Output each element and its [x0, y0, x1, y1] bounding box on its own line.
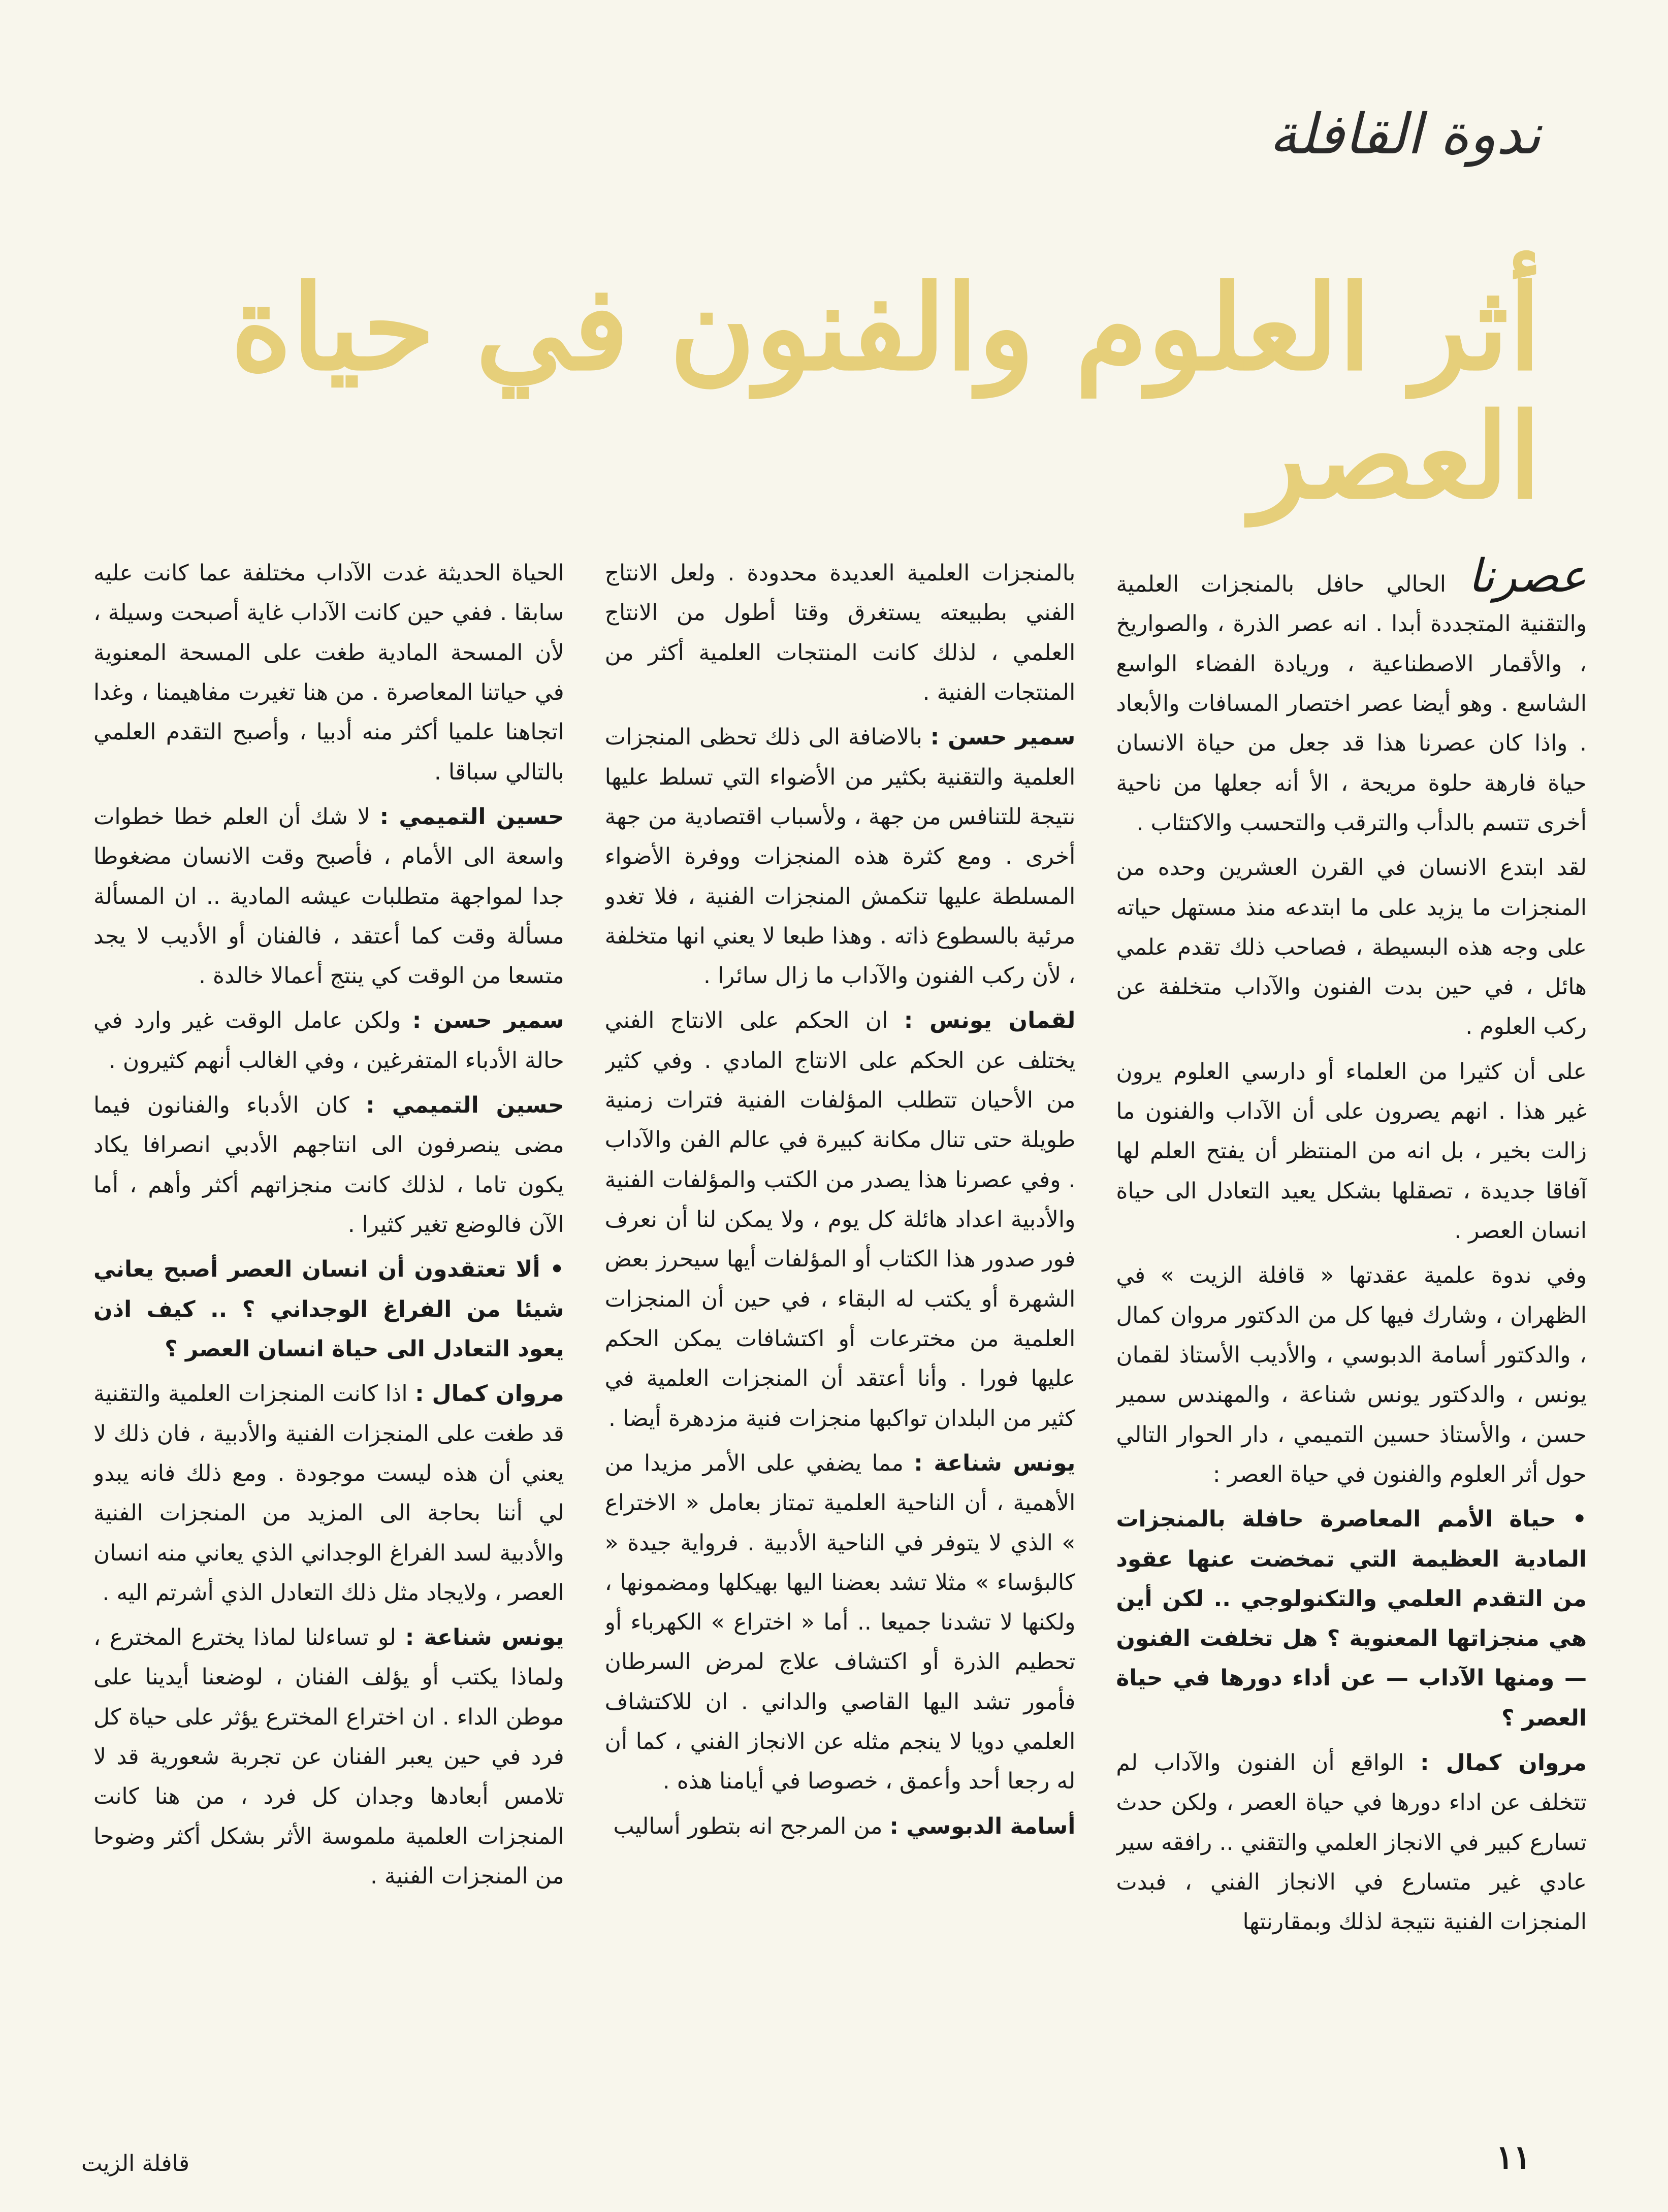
paragraph: الحياة الحديثة غدت الآداب مختلفة عما كانت عليه سابقا . ففي حين كانت الآداب غاية أصبحت وسيلة ، لأن المسحة المادية طغت على المسحة المعنوية في حياتنا المعاصرة . من هنا تغيرت مفاهيمنا ، وغدا اتجاهنا علميا أكثر منه أدبيا ، وأصبح التقدم العلمي بالتالي سباقا .: [93, 560, 564, 785]
speaker-text: ولكن عامل الوقت غير وارد في حالة الأدباء المتفرغين ، وفي الغالب أنهم كثيرون .: [93, 1007, 564, 1074]
speaker-paragraph: [93, 1086, 564, 1245]
speaker-text: الواقع أن الفنون والآداب لم تتخلف عن اداء دورها في حياة العصر ، ولكن حدث تسارع كبير في الانجاز العلمي والتقني .. رافقه سير عادي غير متسارع في الانجاز الفني ، فبدت المنجزات الفنية نتيجة لذلك وبمقارنتها: [1116, 1750, 1587, 1935]
column-left: [93, 554, 564, 2107]
speaker-text: لا شك أن العلم خطا خطوات واسعة الى الأمام ، فأصبح وقت الانسان مضغوطا جدا لمواجهة متطلبات عيشه المادية .. ان المسألة مسألة وقت كما أعتقد ، فالفنان أو الأديب لا يجد متسعا من الوقت كي ينتج أعمالا خالدة .: [93, 803, 564, 989]
section-header: ندوة القافلة: [1269, 102, 1541, 167]
speaker-name: مروان كمال :: [1420, 1750, 1587, 1776]
speaker-text: ان الحكم على الانتاج الفني يختلف عن الحكم على الانتاج المادي . وفي كثير من الأحيان تتطلب المؤلفات الفنية فترات زمنية طويلة حتى تنال مكانة كبيرة في عالم الفن والآداب . وفي عصرنا هذا يصدر من الكتب والمؤلفات الفنية والأدبية اعداد هائلة كل يوم ، ولا يمكن لنا أن نعرف فور صدور هذا الكتاب أو المؤلفات أيها سيحرز بعض الشهرة أو يكتب له البقاء ، في حين أن المنجزات العلمية من مخترعات أو اكتشافات يمكن الحكم عليها فورا . وأنا أعتقد أن المنجزات العلمية في كثير من البلدان تواكبها منجزات فنية مزدهرة أيضا .: [604, 1007, 1076, 1432]
speaker-text: كان الأدباء والفنانون فيما مضى ينصرفون الى انتاجهم الأدبي انصرافا يكاد يكون تاما ، لذلك كانت منجزاتهم أكثر وأهم ، أما الآن فالوضع تغير كثيرا .: [93, 1092, 564, 1238]
speaker-paragraph: [605, 718, 1076, 996]
speaker-paragraph: [605, 1001, 1076, 1438]
speaker-name: أسامة الدبوسي :: [889, 1813, 1076, 1839]
page-title: أثر العلوم والفنون في حياة العصر: [231, 259, 1541, 525]
intro-text: الحالي حافل بالمنجزات العلمية والتقنية المتجددة أبدا . انه عصر الذرة ، والصواريخ ، والأقمار الاصطناعية ، وريادة الفضاء الواسع الشاسع . وهو أيضا عصر اختصار المسافات والأبعاد . واذا كان عصرنا هذا قد جعل من حياة الانسان حياة فارهة حلوة مريحة ، الأ أنه جعلها من ناحية أخرى تتسم بالدأب والترقب والتحسب والاكتئاب .: [1116, 571, 1587, 836]
paragraph: وفي ندوة علمية عقدتها « قافلة الزيت » في الظهران ، وشارك فيها كل من الدكتور مروان كمال ، والدكتور أسامة الدبوسي ، والأديب الأستاذ لقمان يونس ، والدكتور يونس شناعة ، والمهندس سمير حسن ، والأستاذ حسين التميمي ، دار الحوار التالي حول أثر العلوم والفنون في حياة العصر :: [1116, 1262, 1587, 1487]
speaker-paragraph: [605, 1807, 1076, 1846]
speaker-text: مما يضفي على الأمر مزيدا من الأهمية ، أن الناحية العلمية تمتاز بعامل « الاختراع » الذي لا يتوفر في الناحية الأدبية . فرواية جيدة « كالبؤساء » مثلا تشد بعضنا اليها بهيكلها ومضمونها ، ولكنها لا تشدنا جميعا .. أما « اختراع » الكهرباء أو تحطيم الذرة أو اكتشاف علاج لمرض السرطان فأمور تشد اليها القاصي والداني . ان للاكتشاف العلمي دويا لا ينجم مثله عن الانجاز الفني ، كما أن له رجعا أحد وأعمق ، خصوصا في أيامنا هذه .: [604, 1450, 1076, 1795]
speaker-name: سمير حسن :: [412, 1007, 564, 1034]
speaker-paragraph: [93, 1618, 564, 1896]
speaker-name: مروان كمال :: [415, 1381, 564, 1407]
column-middle: [605, 554, 1076, 2107]
speaker-name: يونس شناعة :: [405, 1624, 564, 1651]
page-number: ١١: [1496, 2138, 1531, 2176]
speaker-text: لو تساءلنا لماذا يخترع المخترع ، ولماذا يكتب أو يؤلف الفنان ، لوضعنا أيدينا على موطن الداء . ان اختراع المخترع يؤثر على حياة كل فرد في حين يعبر الفنان عن تجربة شعورية قد لا تلامس أبعادها وجدان كل فرد ، من هنا كانت المنجزات العلمية ملموسة الأثر بشكل أكثر وضوحا من المنجزات الفنية .: [93, 1624, 564, 1889]
column-right: [1116, 554, 1587, 2107]
speaker-name: حسين التميمي :: [366, 1092, 564, 1119]
article-columns: [93, 554, 1587, 2107]
paragraph: على أن كثيرا من العلماء أو دارسي العلوم يرون غير هذا . انهم يصرون على أن الآداب والفنون ما زالت بخير ، بل انه من المنتظر أن يفتح العلم لها آفاقا جديدة ، تصقلها بشكل يعيد التعادل الى حياة انسان العصر .: [1116, 1058, 1587, 1244]
dropcap-word: عصرنا: [1468, 554, 1587, 603]
paragraph: لقد ابتدع الانسان في القرن العشرين وحده من المنجزات ما يزيد على ما ابتدعه منذ مستهل حياته على وجه هذه البسيطة ، فصاحب ذلك تقدم علمي هائل ، في حين بدت الفنون والآداب متخلفة عن ركب العلوم .: [1116, 855, 1587, 1040]
speaker-paragraph: [605, 1444, 1076, 1802]
intro-paragraph: [1116, 554, 1587, 843]
question: • ألا تعتقدون أن انسان العصر أصبح يعاني شيئا من الفراغ الوجداني ؟ .. كيف اذن يعود التعادل الى حياة انسان العصر ؟: [93, 1256, 564, 1362]
speaker-paragraph: [93, 797, 564, 996]
speaker-paragraph: [1116, 1743, 1587, 1942]
magazine-name: قافلة الزيت: [81, 2151, 189, 2176]
question: • حياة الأمم المعاصرة حافلة بالمنجزات المادية العظيمة التي تمخضت عنها عقود من التقدم العلمي والتكنولوجي .. لكن أين هي منجزاتها المعنوية ؟ هل تخلفت الفنون — ومنها الآداب — عن أداء دورها في حياة العصر ؟: [1116, 1506, 1587, 1731]
speaker-name: يونس شناعة :: [914, 1450, 1076, 1476]
speaker-text: اذا كانت المنجزات العلمية والتقنية قد طغت على المنجزات الفنية والأدبية ، فان ذلك لا يعني أن هذه ليست موجودة . ومع ذلك فانه يبدو لي أننا بحاجة الى المزيد من المنجزات الفنية والأدبية لسد الفراغ الوجداني الذي يعاني منه انسان العصر ، ولايجاد مثل ذلك التعادل الذي أشرتم اليه .: [93, 1381, 564, 1606]
speaker-name: حسين التميمي :: [379, 803, 564, 830]
speaker-name: سمير حسن :: [930, 724, 1076, 751]
paragraph: بالمنجزات العلمية العديدة محدودة . ولعل الانتاج الفني بطبيعته يستغرق وقتا أطول من الانتاج العلمي ، لذلك كانت المنتجات العلمية أكثر من المنتجات الفنية .: [604, 560, 1076, 705]
speaker-paragraph: [93, 1374, 564, 1613]
speaker-name: لقمان يونس :: [904, 1007, 1076, 1034]
speaker-text: من المرجح انه بتطور أساليب: [613, 1813, 890, 1839]
speaker-text: بالاضافة الى ذلك تحظى المنجزات العلمية والتقنية بكثير من الأضواء التي تسلط عليها نتيجة للتنافس من جهة ، ولأسباب اقتصادية من جهة أخرى . ومع كثرة هذه المنجزات ووفرة الأضواء المسلطة عليها تنكمش المنجزات الفنية ، فلا تغدو مرئية بالسطوع ذاته . وهذا طبعا لا يعني انها متخلفة ، لأن ركب الفنون والآداب ما زال سائرا .: [604, 724, 1076, 989]
speaker-paragraph: [93, 1001, 564, 1081]
